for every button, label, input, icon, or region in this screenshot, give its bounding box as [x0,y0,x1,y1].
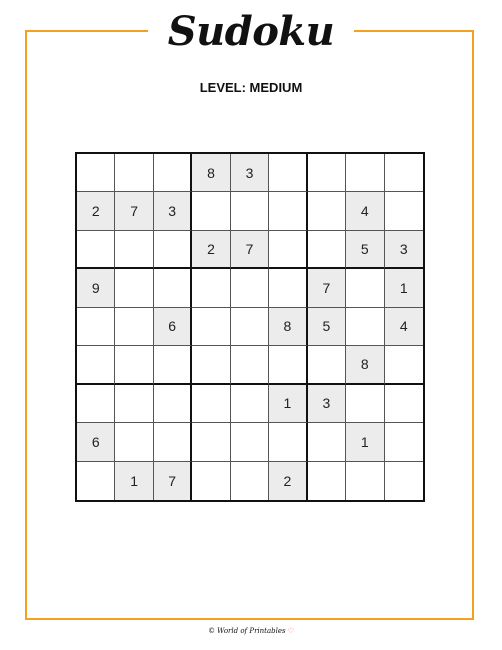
given-cell: 1 [115,462,153,500]
given-cell: 7 [154,462,192,500]
empty-cell[interactable] [346,462,384,500]
difficulty-level: LEVEL: MEDIUM [199,80,303,95]
given-cell: 2 [269,462,307,500]
empty-cell[interactable] [231,308,269,346]
empty-cell[interactable] [154,269,192,307]
footer-brand [0,627,502,635]
empty-cell[interactable] [308,231,346,269]
empty-cell[interactable] [385,462,423,500]
given-cell: 6 [77,423,115,461]
given-cell: 2 [192,231,230,269]
given-cell: 8 [269,308,307,346]
empty-cell[interactable] [77,308,115,346]
empty-cell[interactable] [269,231,307,269]
brand-name: World of Printables [217,627,286,635]
empty-cell[interactable] [115,423,153,461]
given-cell: 4 [346,192,384,230]
given-cell: 1 [346,423,384,461]
empty-cell[interactable] [385,192,423,230]
empty-cell[interactable] [231,385,269,423]
given-cell: 1 [385,269,423,307]
empty-cell[interactable] [346,308,384,346]
empty-cell[interactable] [231,462,269,500]
empty-cell[interactable] [77,154,115,192]
given-cell: 3 [308,385,346,423]
empty-cell[interactable] [154,423,192,461]
page-title: Sudoku [167,8,335,55]
empty-cell[interactable] [308,462,346,500]
empty-cell[interactable] [308,154,346,192]
given-cell: 5 [308,308,346,346]
given-cell: 2 [77,192,115,230]
empty-cell[interactable] [231,192,269,230]
empty-cell[interactable] [308,192,346,230]
given-cell: 1 [269,385,307,423]
given-cell: 3 [385,231,423,269]
empty-cell[interactable] [154,231,192,269]
given-cell: 7 [231,231,269,269]
empty-cell[interactable] [77,346,115,384]
copyright-icon: © [208,627,216,635]
given-cell: 4 [385,308,423,346]
given-cell: 7 [115,192,153,230]
empty-cell[interactable] [154,346,192,384]
empty-cell[interactable] [192,423,230,461]
empty-cell[interactable] [192,269,230,307]
given-cell: 6 [154,308,192,346]
empty-cell[interactable] [385,346,423,384]
empty-cell[interactable] [154,385,192,423]
empty-cell[interactable] [269,423,307,461]
empty-cell[interactable] [269,269,307,307]
empty-cell[interactable] [192,346,230,384]
empty-cell[interactable] [77,385,115,423]
empty-cell[interactable] [192,192,230,230]
empty-cell[interactable] [385,385,423,423]
given-cell: 7 [308,269,346,307]
empty-cell[interactable] [346,154,384,192]
empty-cell[interactable] [192,308,230,346]
empty-cell[interactable] [115,346,153,384]
given-cell: 9 [77,269,115,307]
empty-cell[interactable] [115,269,153,307]
empty-cell[interactable] [269,154,307,192]
empty-cell[interactable] [192,462,230,500]
empty-cell[interactable] [308,346,346,384]
sudoku-board [75,152,425,502]
empty-cell[interactable] [115,154,153,192]
empty-cell[interactable] [231,423,269,461]
empty-cell[interactable] [77,462,115,500]
empty-cell[interactable] [346,385,384,423]
given-cell: 3 [154,192,192,230]
given-cell: 8 [346,346,384,384]
empty-cell[interactable] [115,308,153,346]
empty-cell[interactable] [115,385,153,423]
empty-cell[interactable] [77,231,115,269]
empty-cell[interactable] [231,269,269,307]
empty-cell[interactable] [346,269,384,307]
empty-cell[interactable] [385,423,423,461]
empty-cell[interactable] [308,423,346,461]
empty-cell[interactable] [269,346,307,384]
empty-cell[interactable] [269,192,307,230]
heart-icon: ♡ [287,627,294,635]
empty-cell[interactable] [192,385,230,423]
empty-cell[interactable] [385,154,423,192]
given-cell: 5 [346,231,384,269]
empty-cell[interactable] [115,231,153,269]
empty-cell[interactable] [231,346,269,384]
empty-cell[interactable] [154,154,192,192]
given-cell: 8 [192,154,230,192]
given-cell: 3 [231,154,269,192]
